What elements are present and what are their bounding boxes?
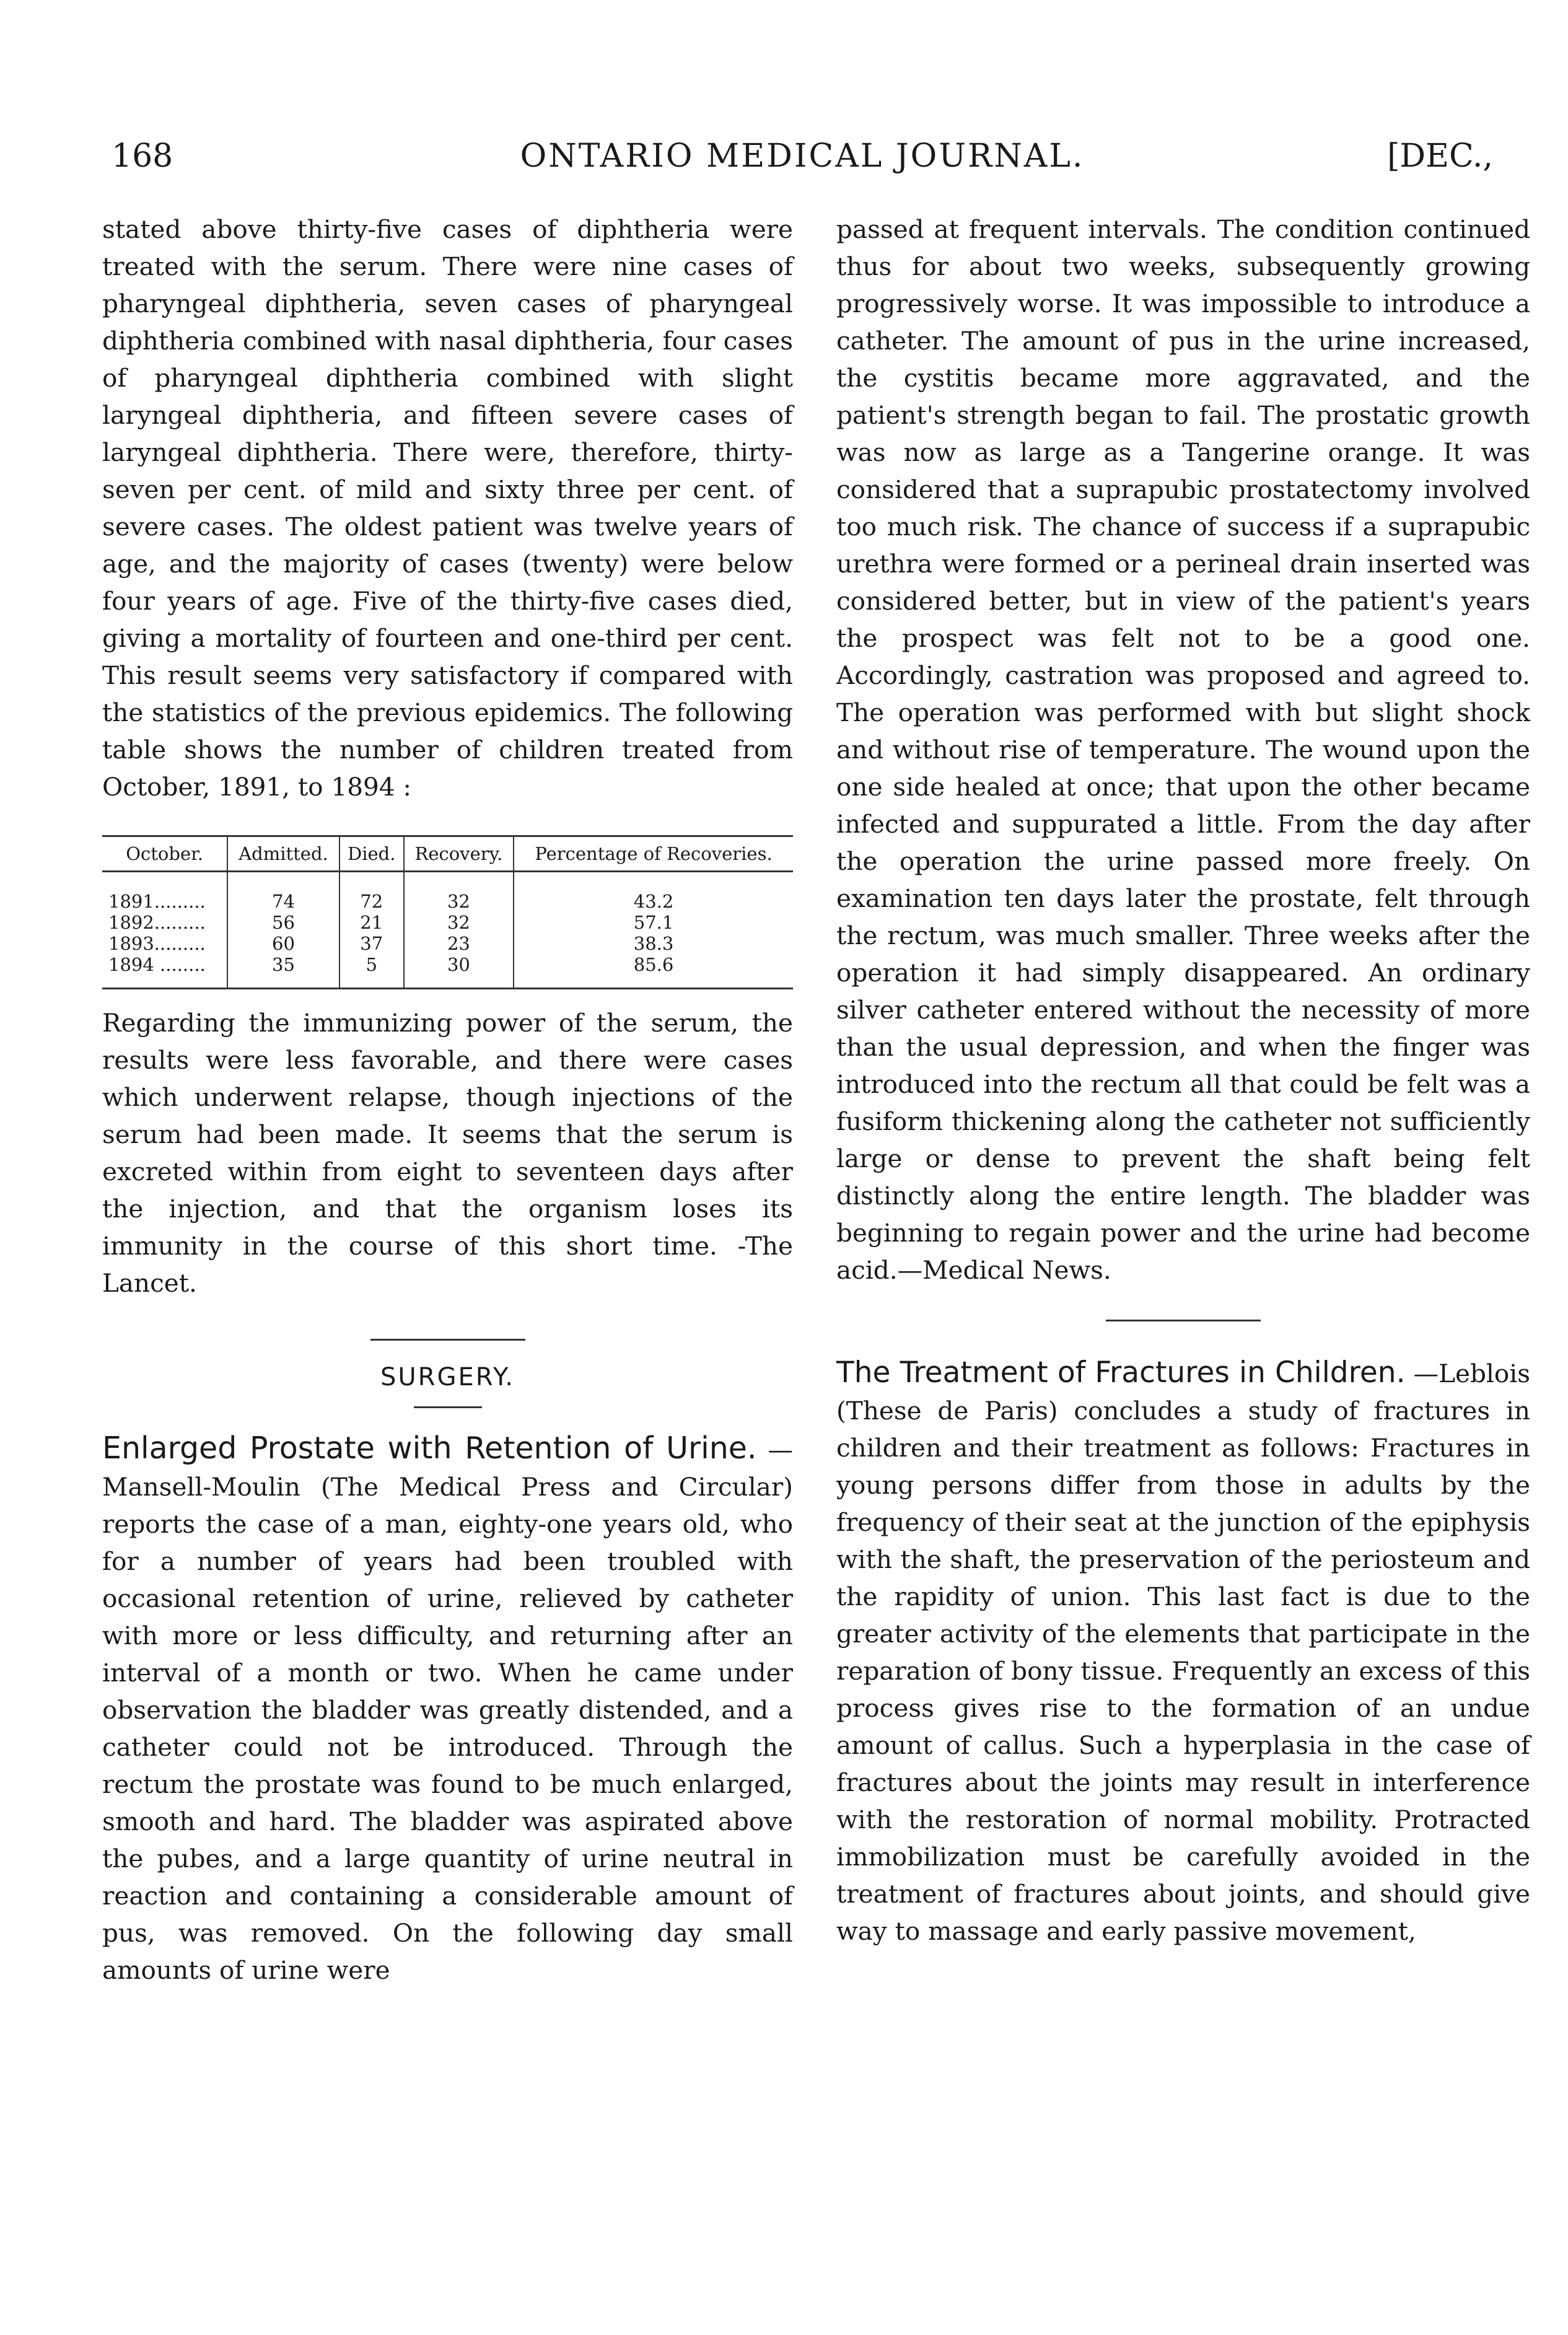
cell-year: 1892......... [108,912,206,933]
col-header-died: Died. [339,836,404,872]
table-row [102,954,793,989]
table-header-row [102,836,793,872]
table-row [102,872,793,913]
section-title-rule [414,1406,482,1408]
cell-recovery: 32 [404,872,514,913]
col-header-recovery: Recovery. [404,836,514,872]
statistics-table-wrap [102,835,793,989]
diphtheria-paragraph: stated above thirty-five cases of diphtheria were treated with the serum. There were nine cases of pharyngeal diphtheria, seven cases of pharyngeal diphtheria combined with nasal diphtheria, four cases of pharyngeal diphtheria combined with slight laryngeal diphtheria, and fifteen severe cases of laryngeal diphtheria. There were, therefore, thirty-seven per cent. of mild and sixty three per cent. of severe cases. The oldest patient was twelve years of age, and the majority of cases (twenty) were below four years of age. Five of the thirty-five cases died, giving a mortality of fourteen and one-third per cent. This result seems very satisfactory if compared with the statistics of the previous epidemics. The following table shows the number of children treated from October, 1891, to 1894 : [102,214,793,802]
col-header-october: October. [102,836,227,872]
article-title: Enlarged Prostate with Retention of Urine. [102,1430,757,1466]
table-row [102,912,793,933]
article-divider [1106,1320,1261,1321]
col-header-admitted: Admitted. [227,836,339,872]
cell-died: 37 [339,933,404,954]
statistics-table [102,835,793,989]
cell-admitted: 35 [227,954,339,989]
cell-year: 1891......... [108,891,206,912]
prostate-continuation: passed at frequent intervals. The condition continued thus for about two weeks, subsequently growing progressively worse. It was impossible to introduce a catheter. The amount of pus in the urine increased, the cystitis became more aggravated, and the patient's strength began to fail. The prostatic growth was now as large as a Tangerine orange. It was considered that a suprapubic prostatectomy involved too much risk. The chance of success if a suprapubic urethra were formed or a perineal drain inserted was considered better, but in view of the patient's years the prospect was felt not to be a good one. Accordingly, castration was proposed and agreed to. The operation was performed with but slight shock and without rise of temperature. The wound upon the one side healed at once; that upon the other became infected and suppurated a little. From the day after the operation the urine passed more freely. On examination ten days later the prostate, felt through the rectum, was much smaller. Three weeks after the operation it had simply disappeared. An ordinary silver catheter entered without the necessity of more than the usual depression, and when the finger was introduced into the rectum all that could be felt was a fusiform thickening along the catheter not sufficiently large or dense to prevent the shaft being felt distinctly along the entire length. The bladder was beginning to regain power and the urine had become acid.—Medical News. [836,214,1530,1285]
issue-marker: [DEC., [1387,138,1493,175]
left-column [102,211,793,1989]
cell-year: 1893......... [108,933,206,954]
prostate-article [102,1429,793,1989]
section-title: SURGERY. [380,1363,515,1391]
cell-admitted: 56 [227,912,339,933]
serum-immunity-paragraph: Regarding the immunizing power of the serum, the results were less favorable, and there were cases which underwent relapse, though injections of the serum had been made. It seems that the serum is excreted within from eight to seventeen days after the injection, and that the organism loses its immunity in the course of this short time. -The Lancet. [102,1008,793,1298]
article-text: — Mansell-Moulin (The Medical Press and Circular) reports the case of a man, eighty-one years old, who for a number of years had been troubled with occasional retention of urine, relieved by catheter with more or less difficulty, and returning after an interval of a month or two. When he came under observation the bladder was greatly distended, and a catheter could not be introduced. Through the rectum the prostate was found to be much enlarged, smooth and hard. The bladder was aspirated above the pubes, and a large quantity of urine neutral in reaction and containing a considerable amount of pus, was removed. On the following day small amounts of urine were [102,1435,794,1985]
cell-percentage: 38.3 [514,933,793,954]
cell-percentage: 57.1 [514,912,793,933]
running-header [112,138,1493,181]
cell-recovery: 32 [404,912,514,933]
cell-admitted: 60 [227,933,339,954]
cell-recovery: 30 [404,954,514,989]
section-divider [370,1339,525,1341]
page-number: 168 [112,138,173,175]
cell-percentage: 43.2 [514,872,793,913]
cell-died: 72 [339,872,404,913]
table-row [102,933,793,954]
cell-died: 5 [339,954,404,989]
cell-percentage: 85.6 [514,954,793,989]
right-column [836,211,1530,1950]
fractures-article [836,1354,1530,1950]
cell-year: 1894 ........ [102,954,227,989]
journal-title: ONTARIO MEDICAL JOURNAL. [520,138,1085,175]
cell-recovery: 23 [404,933,514,954]
cell-admitted: 74 [227,872,339,913]
cell-died: 21 [339,912,404,933]
article-title: The Treatment of Fractures in Children. [836,1356,1406,1390]
article-text: —Leblois (These de Paris) concludes a study of fractures in children and their treatment as follows: Fractures in young persons differ from those in adults by the frequency of their seat at the junction of the epiphysis with the shaft, the preservation of the periosteum and the rapidity of union. This last fact is due to the greater activity of the elements that participate in the reparation of bony tissue. Frequently an excess of this process gives rise to the formation of an undue amount of callus. Such a hyperplasia in the case of fractures about the joints may result in interference with the restoration of normal mobility. Protracted immobilization must be carefully avoided in the treatment of fractures about joints, and should give way to massage and early passive movement, [836,1359,1530,1946]
col-header-percentage: Percentage of Recoveries. [514,836,793,872]
